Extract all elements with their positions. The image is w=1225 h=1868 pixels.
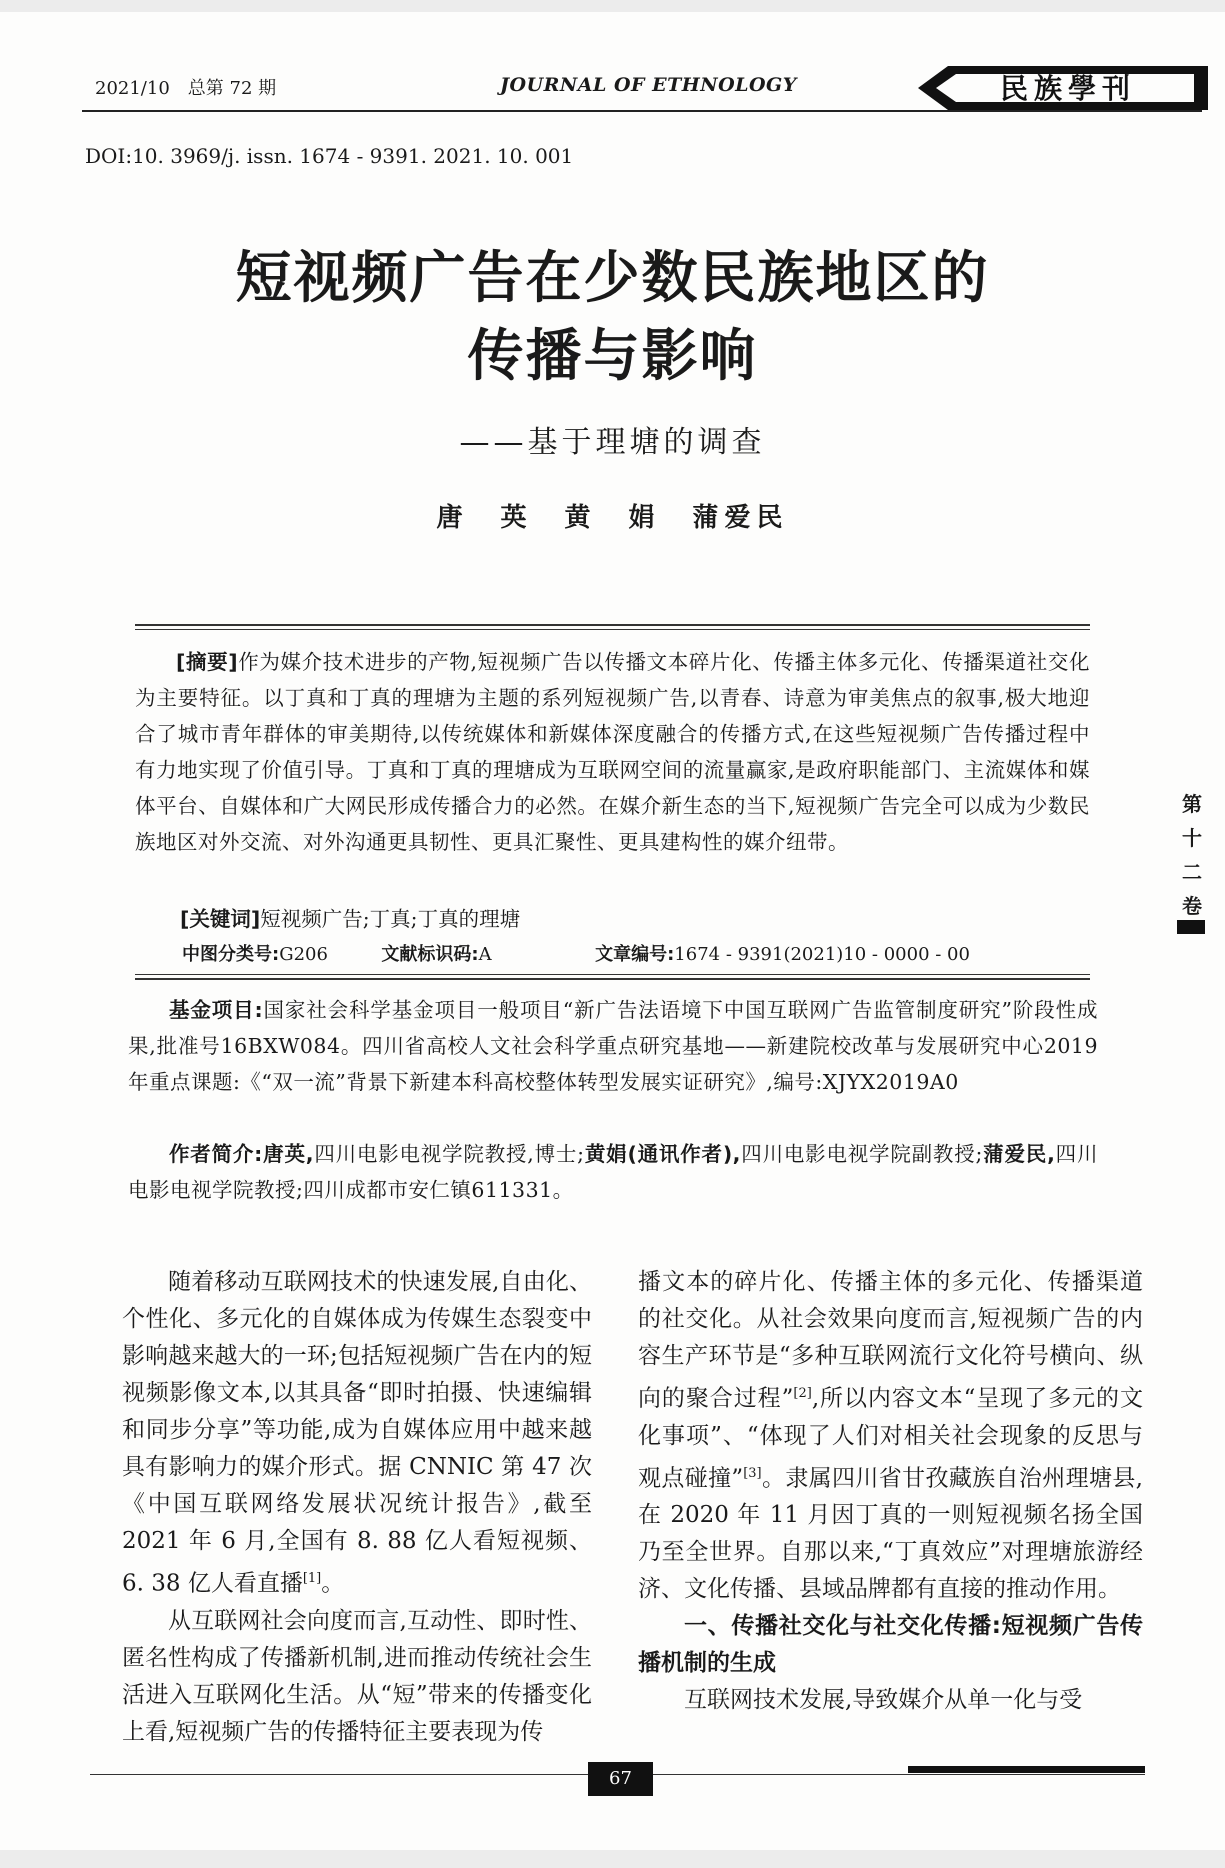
doc-code-value: A — [478, 944, 492, 965]
journal-page — [0, 12, 1225, 1850]
abstract-label: [摘要] — [176, 650, 239, 674]
article-number-value: 1674 - 9391(2021)10 - 0000 - 00 — [674, 944, 970, 965]
article-number-label: 文章编号: — [595, 944, 675, 965]
journal-logo — [918, 64, 1208, 112]
keywords — [180, 902, 520, 932]
fund-info — [128, 992, 1098, 1100]
subtitle: ——基于理塘的调查 — [459, 425, 766, 460]
fund-text: 国家社会科学基金项目一般项目“新广告法语境下中国互联网广告监管制度研究”阶段性成果,批准号16BXW084。四川省高校人文社会科学重点研究基地——新建院校改革与发展研究中心2019年重点课题:《“双一流”背景下新建本科高校整体转型发展实证研究》,编号:XJYX2019A0 — [128, 998, 1098, 1094]
author-2-desc: 四川电影电视学院副教授; — [740, 1142, 983, 1166]
author-2-name: 黄娟(通讯作者), — [584, 1142, 741, 1166]
footer-thick-rule — [908, 1766, 1145, 1773]
author-1-name: 唐英, — [262, 1142, 315, 1166]
clc-value: G206 — [279, 944, 328, 965]
doc-code-label: 文献标识码: — [381, 944, 479, 965]
body-right-column — [638, 1264, 1143, 1719]
title-line-2: 传播与影响 — [467, 323, 758, 389]
citation-ref: [2] — [793, 1386, 812, 1401]
keywords-label: [关键词] — [180, 907, 261, 931]
abstract-bottom-rule — [135, 978, 1090, 980]
fund-label: 基金项目: — [169, 998, 264, 1022]
abstract-text: 作为媒介技术进步的产物,短视频广告以传播文本碎片化、传播主体多元化、传播渠道社交化为主要特征。以丁真和丁真的理塘为主题的系列短视频广告,以青春、诗意为审美焦点的叙事,极大地迎合了城市青年群体的审美期待,以传统媒体和新媒体深度融合的传播方式,在这些短视频广告传播过程中有力地实现了价值引导。丁真和丁真的理塘成为互联网空间的流量赢家,是政府职能部门、主流媒体和媒体平台、自媒体和广大网民形成传播合力的必然。在媒介新生态的当下,短视频广告完全可以成为少数民族地区对外交流、对外沟通更具韧性、更具汇聚性、更具建构性的媒介纽带。 — [135, 650, 1091, 854]
journal-logo-text: 民族學刊 — [999, 72, 1137, 105]
author-3-desc: 四川电影电视学院教授;四川成都市安仁镇611331。 — [128, 1142, 1098, 1202]
body-left-column — [122, 1264, 592, 1751]
side-tab-bar — [1177, 920, 1205, 934]
citation-ref: [1] — [302, 1571, 322, 1586]
journal-english-name: JOURNAL OF ETHNOLOGY — [500, 74, 797, 96]
issue-info: 2021/10 总第 72 期 — [95, 78, 277, 99]
body-paragraph: 播文本的碎片化、传播主体的多元化、传播渠道的社交化。从社会效果向度而言,短视频广告的内容生产环节是“多种互联网流行文化符号横向、纵向的聚合过程”[2],所以内容文本“呈现了多元的文化事项”、“体现了人们对相关社会现象的反思与观点碰撞”[3]。隶属四川省甘孜藏族自治州理塘县,在 2020 年 11 月因丁真的一则短视频名扬全国乃至全世界。自那以来,“丁真效应”对理塘旅游经济、文化传播、县域品牌都有直接的推动作用。 — [638, 1269, 1143, 1603]
clc-label: 中图分类号: — [182, 944, 280, 965]
author-3-name: 蒲爱民, — [982, 1142, 1056, 1166]
doi: DOI:10. 3969/j. issn. 1674 - 9391. 2021. 10. 001 — [85, 144, 574, 168]
header-rule — [82, 110, 1202, 112]
body-paragraph: 随着移动互联网技术的快速发展,自由化、个性化、多元化的自媒体成为传媒生态裂变中影响越来越大的一环;包括短视频广告在内的短视频影像文本,以其具备“即时拍摄、快速编辑和同步分享”等功能,成为自媒体应用中越来越具有影响力的媒介形式。据 CNNIC 第 47 次《中国互联网络发展状况统计报告》,截至 2021 年 6 月,全国有 8. 88 亿人看短视频、6. 38 亿人看直播[1]。 — [122, 1269, 592, 1597]
author-info — [128, 1136, 1098, 1208]
author-1-desc: 四川电影电视学院教授,博士; — [314, 1142, 585, 1166]
classification-line — [182, 940, 970, 966]
abstract-bottom-rule-thin — [135, 974, 1090, 975]
section-heading: 一、传播社交化与社交化传播:短视频广告传播机制的生成 — [638, 1613, 1143, 1677]
body-paragraph: 互联网技术发展,导致媒介从单一化与受 — [684, 1687, 1083, 1714]
abstract-top-rule — [135, 624, 1090, 626]
body-paragraph: 从互联网社会向度而言,互动性、即时性、匿名性构成了传播新机制,进而推动传统社会生活进入互联网化生活。从“短”带来的传播变化上看,短视频广告的传播特征主要表现为传 — [122, 1607, 592, 1745]
keywords-text: 短视频广告;丁真;丁真的理塘 — [260, 907, 521, 931]
abstract-top-rule-thin — [135, 629, 1090, 630]
author-info-label: 作者简介: — [169, 1142, 263, 1166]
page-number: 67 — [588, 1762, 653, 1796]
title-line-1: 短视频广告在少数民族地区的 — [235, 245, 990, 311]
abstract — [135, 644, 1090, 860]
volume-side-tab: 第 十 二 卷 — [1182, 792, 1202, 918]
citation-ref: [3] — [743, 1465, 762, 1481]
authors: 唐 英 黄 娟 蒲爱民 — [436, 503, 789, 533]
